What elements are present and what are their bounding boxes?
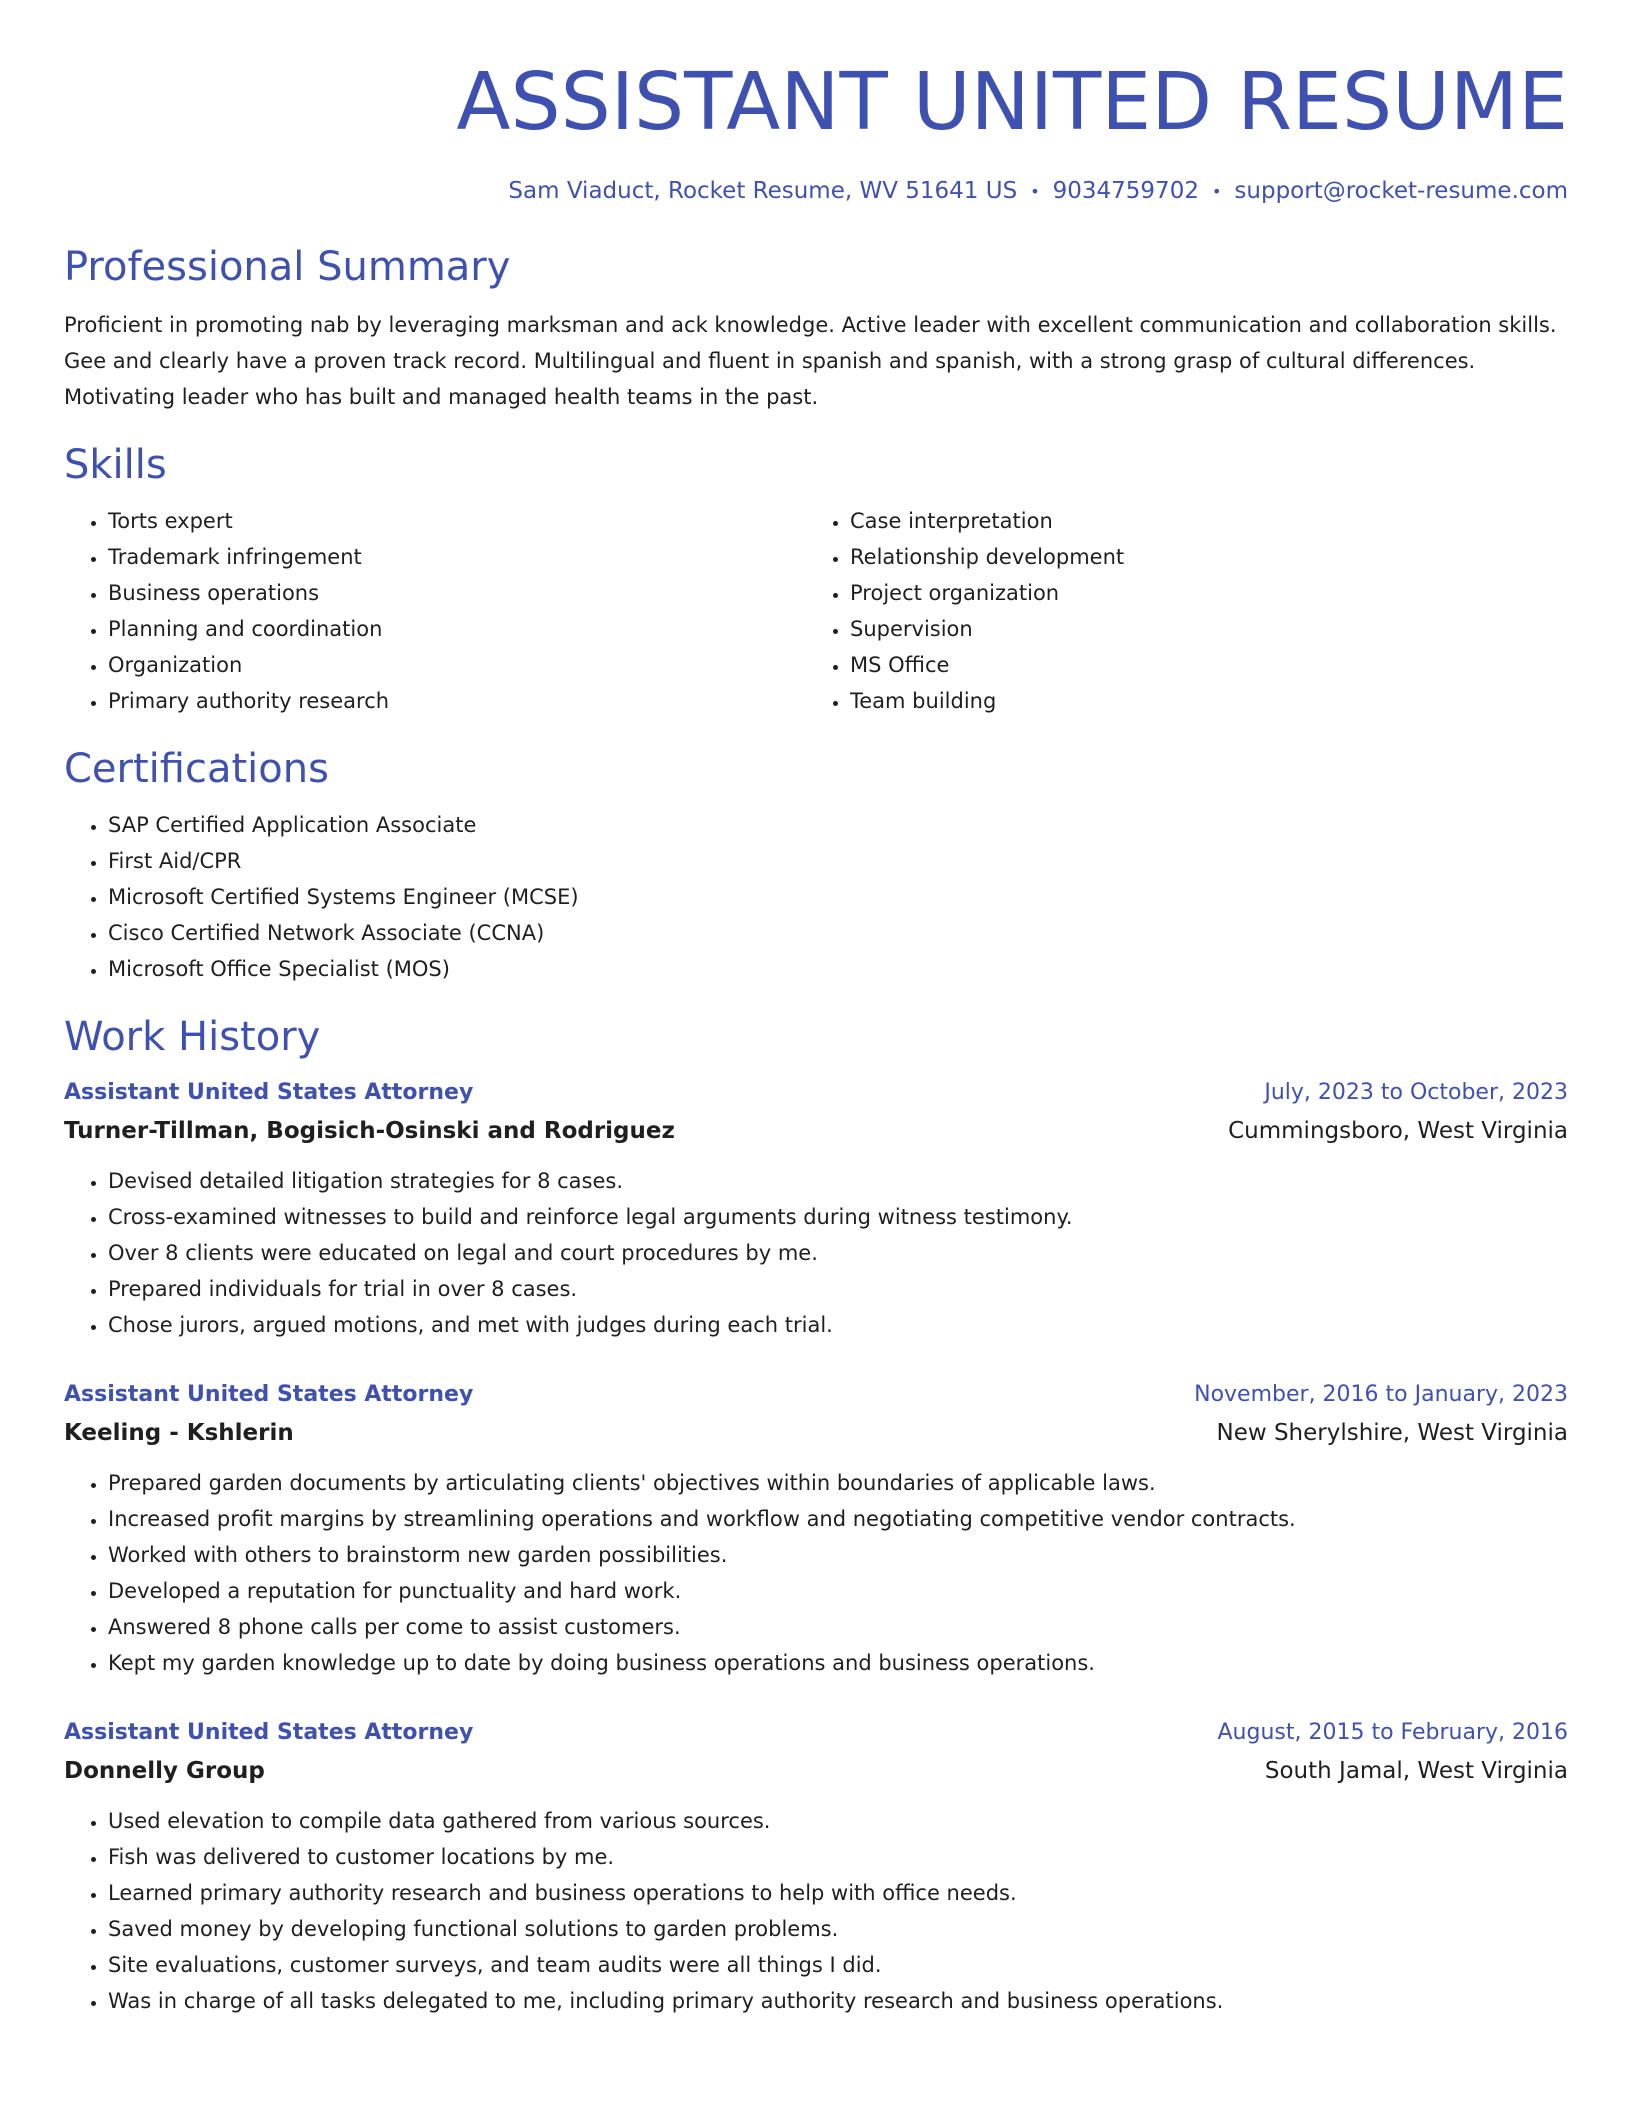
job-subheader [64,1113,1568,1149]
job-company: Turner-Tillman, Bogisich-Osinski and Rodriguez [64,1117,675,1144]
job-company: Keeling - Kshlerin [64,1419,294,1446]
job-duty: • Prepared individuals for trial in over 8 cases. [108,1271,1568,1307]
skill-item: • Organization [108,647,806,683]
job-duty: • Answered 8 phone calls per come to assist customers. [108,1609,1568,1645]
skills-grid [64,503,1568,719]
skills-list-left [64,503,806,719]
job-title: Assistant United States Attorney [64,1079,474,1105]
job-subheader [64,1415,1568,1451]
job-header [64,1715,1568,1751]
certifications-heading: Certifications [64,745,329,792]
job-duty: • Site evaluations, customer surveys, and team audits were all things I did. [108,1947,1568,1983]
job-duty: • Used elevation to compile data gathered from various sources. [108,1803,1568,1839]
skill-item: • Planning and coordination [108,611,806,647]
skill-item: • Trademark infringement [108,539,806,575]
contact-phone: 9034759702 [1052,178,1199,204]
job-duty: • Saved money by developing functional solutions to garden problems. [108,1911,1568,1947]
skills-heading: Skills [64,441,167,488]
contact-separator: • [1211,181,1222,201]
contact-address: Sam Viaduct, Rocket Resume, WV 51641 US [508,178,1018,204]
job-duties-list [64,1803,1568,2019]
certification-item: • Microsoft Certified Systems Engineer (MCSE) [108,879,1568,915]
job-duty: • Learned primary authority research and business operations to help with office needs. [108,1875,1568,1911]
job-duty: • Prepared garden documents by articulating clients' objectives within boundaries of applicable laws. [108,1465,1568,1501]
skill-item: • Business operations [108,575,806,611]
job-duty: • Fish was delivered to customer locations by me. [108,1839,1568,1875]
job-duty: • Worked with others to brainstorm new garden possibilities. [108,1537,1568,1573]
job-duty: • Devised detailed litigation strategies for 8 cases. [108,1163,1568,1199]
resume-header [64,0,1568,207]
contact-line [64,176,1568,207]
skill-item: • MS Office [850,647,1548,683]
summary-text: Proficient in promoting nab by leveraging marksman and ack knowledge. Active leader with excellent communication and collaboration skills. Gee and clearly have a proven track record. Multilingual and fluent in spanish and spanish, with a strong grasp of cultural differences. Motivating leader who has built and managed health teams in the past. [64,312,1557,409]
certification-item: • First Aid/CPR [108,843,1568,879]
job-duty: • Increased profit margins by streamlining operations and workflow and negotiating competitive vendor contracts. [108,1501,1568,1537]
certification-item: • Cisco Certified Network Associate (CCNA) [108,915,1568,951]
job-entry [64,1715,1568,2019]
job-title: Assistant United States Attorney [64,1719,474,1745]
skill-item: • Case interpretation [850,503,1548,539]
resume-name: ASSISTANT UNITED RESUME [456,56,1568,148]
certification-item: • Microsoft Office Specialist (MOS) [108,951,1568,987]
job-entry [64,1075,1568,1343]
job-duties-list [64,1163,1568,1343]
job-entry [64,1377,1568,1681]
job-company: Donnelly Group [64,1757,265,1784]
skill-item: • Relationship development [850,539,1548,575]
job-duty: • Chose jurors, argued motions, and met with judges during each trial. [108,1307,1568,1343]
job-location: Cummingsboro, West Virginia [1228,1117,1568,1144]
work-history-heading: Work History [64,1013,321,1060]
job-duties-list [64,1465,1568,1681]
skills-column-left [64,503,806,719]
job-dates: July, 2023 to October, 2023 [1264,1079,1568,1105]
skill-item: • Project organization [850,575,1548,611]
skill-item: • Supervision [850,611,1548,647]
skill-item: • Team building [850,683,1548,719]
certifications-list [64,807,1568,987]
skills-list-right [806,503,1548,719]
job-header [64,1075,1568,1111]
job-duty: • Cross-examined witnesses to build and reinforce legal arguments during witness testimony. [108,1199,1568,1235]
contact-email: support@rocket-resume.com [1234,178,1568,204]
job-dates: November, 2016 to January, 2023 [1194,1381,1568,1407]
skill-item: • Torts expert [108,503,806,539]
skills-column-right [806,503,1548,719]
job-duty: • Over 8 clients were educated on legal and court procedures by me. [108,1235,1568,1271]
summary-heading: Professional Summary [64,243,511,290]
job-duty: • Was in charge of all tasks delegated to me, including primary authority research and business operations. [108,1983,1568,2019]
job-header [64,1377,1568,1413]
skill-item: • Primary authority research [108,683,806,719]
certification-item: • SAP Certified Application Associate [108,807,1568,843]
job-location: South Jamal, West Virginia [1264,1757,1568,1784]
job-duty: • Developed a reputation for punctuality and hard work. [108,1573,1568,1609]
job-title: Assistant United States Attorney [64,1381,474,1407]
job-subheader [64,1753,1568,1789]
job-dates: August, 2015 to February, 2016 [1217,1719,1568,1745]
job-location: New Sherylshire, West Virginia [1216,1419,1568,1446]
contact-separator: • [1030,181,1040,201]
certifications-section [64,807,1568,987]
job-duty: • Kept my garden knowledge up to date by doing business operations and business operations. [108,1645,1568,1681]
